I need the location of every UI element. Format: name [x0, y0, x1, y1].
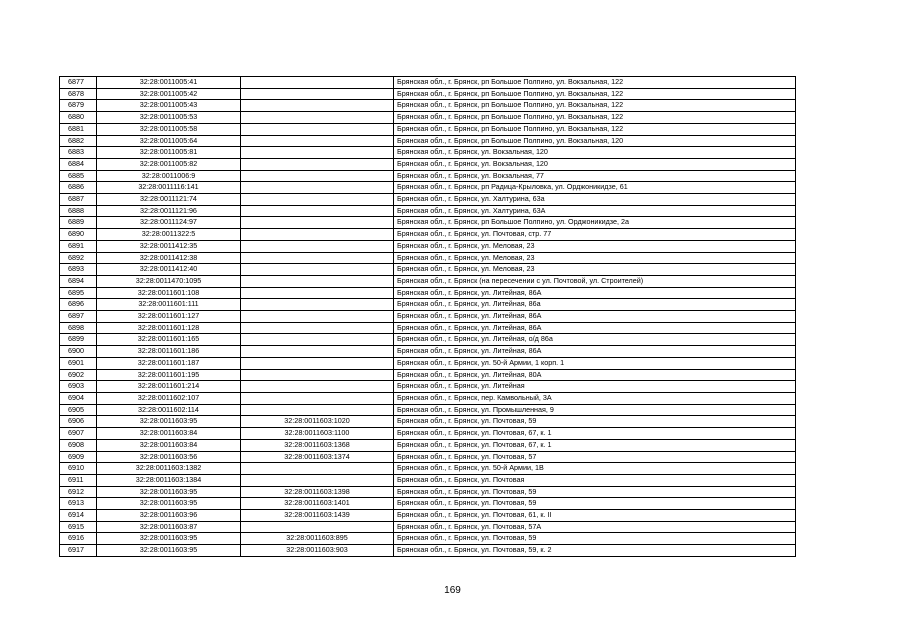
address-cell: Брянская обл., г. Брянск, рп Большое Полпино, ул. Вокзальная, 122 — [394, 77, 796, 89]
building-cadastral-number-cell — [241, 217, 394, 229]
address-cell: Брянская обл., г. Брянск, ул. Литейная, 86А — [394, 287, 796, 299]
cadastral-number-cell: 32:28:0011601:111 — [97, 299, 241, 311]
row-number-cell: 6878 — [60, 88, 97, 100]
building-cadastral-number-cell — [241, 275, 394, 287]
cadastral-number-cell: 32:28:0011322:5 — [97, 229, 241, 241]
table-row — [60, 404, 796, 416]
building-cadastral-number-cell — [241, 287, 394, 299]
building-cadastral-number-cell — [241, 334, 394, 346]
row-number-cell: 6908 — [60, 439, 97, 451]
table-row — [60, 217, 796, 229]
building-cadastral-number-cell — [241, 194, 394, 206]
table-row — [60, 194, 796, 206]
row-number-cell: 6893 — [60, 264, 97, 276]
row-number-cell: 6881 — [60, 123, 97, 135]
row-number-cell: 6899 — [60, 334, 97, 346]
building-cadastral-number-cell — [241, 229, 394, 241]
table-row — [60, 311, 796, 323]
address-cell: Брянская обл., г. Брянск, ул. Почтовая, 59 — [394, 486, 796, 498]
cadastral-number-cell: 32:28:0011601:108 — [97, 287, 241, 299]
cadastral-number-cell: 32:28:0011601:165 — [97, 334, 241, 346]
row-number-cell: 6901 — [60, 357, 97, 369]
address-cell: Брянская обл., г. Брянск, ул. Промышленная, 9 — [394, 404, 796, 416]
row-number-cell: 6914 — [60, 510, 97, 522]
cadastral-number-cell: 32:28:0011005:42 — [97, 88, 241, 100]
building-cadastral-number-cell — [241, 346, 394, 358]
building-cadastral-number-cell — [241, 299, 394, 311]
cadastral-number-cell: 32:28:0011602:107 — [97, 392, 241, 404]
row-number-cell: 6895 — [60, 287, 97, 299]
building-cadastral-number-cell: 32:28:0011603:1020 — [241, 416, 394, 428]
table-row — [60, 275, 796, 287]
row-number-cell: 6880 — [60, 112, 97, 124]
cadastral-number-cell: 32:28:0011603:56 — [97, 451, 241, 463]
building-cadastral-number-cell — [241, 77, 394, 89]
address-cell: Брянская обл., г. Брянск, ул. Литейная, 86А — [394, 311, 796, 323]
address-cell: Брянская обл., г. Брянск, ул. Вокзальная, 120 — [394, 158, 796, 170]
address-cell: Брянская обл., г. Брянск, ул. Литейная, 86А — [394, 322, 796, 334]
row-number-cell: 6892 — [60, 252, 97, 264]
row-number-cell: 6882 — [60, 135, 97, 147]
table-row — [60, 439, 796, 451]
cadastral-number-cell: 32:28:0011124:97 — [97, 217, 241, 229]
address-cell: Брянская обл., г. Брянск, ул. Литейная, 86а — [394, 299, 796, 311]
building-cadastral-number-cell — [241, 357, 394, 369]
table-row — [60, 182, 796, 194]
table-row — [60, 123, 796, 135]
table-row — [60, 135, 796, 147]
address-cell: Брянская обл., г. Брянск, ул. Почтовая, стр. 77 — [394, 229, 796, 241]
table-row — [60, 463, 796, 475]
building-cadastral-number-cell: 32:28:0011603:1401 — [241, 498, 394, 510]
table-row — [60, 369, 796, 381]
address-cell: Брянская обл., г. Брянск, ул. 50-й Армии, 1В — [394, 463, 796, 475]
cadastral-number-cell: 32:28:0011005:58 — [97, 123, 241, 135]
table-row — [60, 205, 796, 217]
row-number-cell: 6896 — [60, 299, 97, 311]
row-number-cell: 6909 — [60, 451, 97, 463]
row-number-cell: 6902 — [60, 369, 97, 381]
row-number-cell: 6911 — [60, 474, 97, 486]
address-cell: Брянская обл., г. Брянск, ул. Почтовая, 59, к. 2 — [394, 545, 796, 557]
table-row — [60, 88, 796, 100]
building-cadastral-number-cell — [241, 170, 394, 182]
table-row — [60, 486, 796, 498]
table-row — [60, 416, 796, 428]
row-number-cell: 6915 — [60, 521, 97, 533]
building-cadastral-number-cell — [241, 240, 394, 252]
address-cell: Брянская обл., г. Брянск, ул. Почтовая, 57 — [394, 451, 796, 463]
building-cadastral-number-cell — [241, 182, 394, 194]
row-number-cell: 6877 — [60, 77, 97, 89]
table-row — [60, 147, 796, 159]
cadastral-number-cell: 32:28:0011603:96 — [97, 510, 241, 522]
building-cadastral-number-cell — [241, 264, 394, 276]
table-row — [60, 533, 796, 545]
address-cell: Брянская обл., г. Брянск, ул. Вокзальная, 120 — [394, 147, 796, 159]
building-cadastral-number-cell — [241, 205, 394, 217]
row-number-cell: 6910 — [60, 463, 97, 475]
row-number-cell: 6883 — [60, 147, 97, 159]
cadastral-number-cell: 32:28:0011603:95 — [97, 416, 241, 428]
row-number-cell: 6894 — [60, 275, 97, 287]
address-cell: Брянская обл., г. Брянск, ул. Меловая, 23 — [394, 252, 796, 264]
cadastral-number-cell: 32:28:0011601:127 — [97, 311, 241, 323]
address-cell: Брянская обл., г. Брянск, ул. Почтовая, 59 — [394, 533, 796, 545]
address-cell: Брянская обл., г. Брянск, ул. 50-й Армии, 1 корп. 1 — [394, 357, 796, 369]
building-cadastral-number-cell — [241, 112, 394, 124]
address-cell: Брянская обл., г. Брянск, ул. Почтовая, 59 — [394, 416, 796, 428]
building-cadastral-number-cell: 32:28:0011603:1374 — [241, 451, 394, 463]
table-row — [60, 545, 796, 557]
row-number-cell: 6904 — [60, 392, 97, 404]
cadastral-number-cell: 32:28:0011603:87 — [97, 521, 241, 533]
address-cell: Брянская обл., г. Брянск, ул. Вокзальная, 77 — [394, 170, 796, 182]
row-number-cell: 6906 — [60, 416, 97, 428]
cadastral-number-cell: 32:28:0011601:186 — [97, 346, 241, 358]
table-row — [60, 252, 796, 264]
row-number-cell: 6898 — [60, 322, 97, 334]
row-number-cell: 6887 — [60, 194, 97, 206]
row-number-cell: 6917 — [60, 545, 97, 557]
building-cadastral-number-cell — [241, 369, 394, 381]
row-number-cell: 6891 — [60, 240, 97, 252]
address-cell: Брянская обл., г. Брянск, рп Большое Полпино, ул. Вокзальная, 122 — [394, 112, 796, 124]
table-row — [60, 474, 796, 486]
building-cadastral-number-cell — [241, 158, 394, 170]
row-number-cell: 6913 — [60, 498, 97, 510]
cadastral-number-cell: 32:28:0011005:82 — [97, 158, 241, 170]
cadastral-number-cell: 32:28:0011005:81 — [97, 147, 241, 159]
row-number-cell: 6884 — [60, 158, 97, 170]
row-number-cell: 6903 — [60, 381, 97, 393]
row-number-cell: 6900 — [60, 346, 97, 358]
cadastral-number-cell: 32:28:0011470:1095 — [97, 275, 241, 287]
row-number-cell: 6905 — [60, 404, 97, 416]
address-cell: Брянская обл., г. Брянск, ул. Халтурина, 63а — [394, 194, 796, 206]
cadastral-number-cell: 32:28:0011601:214 — [97, 381, 241, 393]
building-cadastral-number-cell: 32:28:0011603:1439 — [241, 510, 394, 522]
table-row — [60, 240, 796, 252]
row-number-cell: 6890 — [60, 229, 97, 241]
table-row — [60, 287, 796, 299]
table-row — [60, 392, 796, 404]
building-cadastral-number-cell — [241, 123, 394, 135]
table-row — [60, 77, 796, 89]
table-row — [60, 510, 796, 522]
row-number-cell: 6907 — [60, 428, 97, 440]
building-cadastral-number-cell — [241, 252, 394, 264]
row-number-cell: 6888 — [60, 205, 97, 217]
address-cell: Брянская обл., г. Брянск, рп Большое Полпино, ул. Вокзальная, 122 — [394, 123, 796, 135]
building-cadastral-number-cell: 32:28:0011603:1100 — [241, 428, 394, 440]
table-row — [60, 229, 796, 241]
building-cadastral-number-cell — [241, 100, 394, 112]
address-cell: Брянская обл., г. Брянск, ул. Литейная — [394, 381, 796, 393]
building-cadastral-number-cell: 32:28:0011603:1398 — [241, 486, 394, 498]
cadastral-number-cell: 32:28:0011603:84 — [97, 439, 241, 451]
address-cell: Брянская обл., г. Брянск, ул. Почтовая — [394, 474, 796, 486]
table-row — [60, 357, 796, 369]
address-cell: Брянская обл., г. Брянск, ул. Литейная, 80А — [394, 369, 796, 381]
cadastral-number-cell: 32:28:0011412:35 — [97, 240, 241, 252]
building-cadastral-number-cell — [241, 311, 394, 323]
cadastral-number-cell: 32:28:0011005:64 — [97, 135, 241, 147]
address-cell: Брянская обл., г. Брянск, ул. Почтовая, 57А — [394, 521, 796, 533]
cadastral-table — [59, 76, 796, 557]
page-number: 169 — [444, 585, 461, 596]
cadastral-number-cell: 32:28:0011601:195 — [97, 369, 241, 381]
building-cadastral-number-cell — [241, 463, 394, 475]
cadastral-number-cell: 32:28:0011412:40 — [97, 264, 241, 276]
table-row — [60, 521, 796, 533]
table-row — [60, 170, 796, 182]
address-cell: Брянская обл., г. Брянск, ул. Халтурина, 63А — [394, 205, 796, 217]
table-body — [60, 77, 796, 557]
address-cell: Брянская обл., г. Брянск, пер. Камвольный, 3А — [394, 392, 796, 404]
table-row — [60, 112, 796, 124]
address-cell: Брянская обл., г. Брянск, ул. Почтовая, 59 — [394, 498, 796, 510]
address-cell: Брянская обл., г. Брянск, ул. Почтовая, 61, к. II — [394, 510, 796, 522]
address-cell: Брянская обл., г. Брянск, рп Большое Полпино, ул. Вокзальная, 122 — [394, 100, 796, 112]
address-cell: Брянская обл., г. Брянск, ул. Почтовая, 67, к. 1 — [394, 439, 796, 451]
cadastral-number-cell: 32:28:0011412:38 — [97, 252, 241, 264]
table-row — [60, 498, 796, 510]
cadastral-number-cell: 32:28:0011006:9 — [97, 170, 241, 182]
address-cell: Брянская обл., г. Брянск (на пересечении с ул. Почтовой, ул. Строителей) — [394, 275, 796, 287]
address-cell: Брянская обл., г. Брянск, ул. Литейная, 86А — [394, 346, 796, 358]
address-cell: Брянская обл., г. Брянск, ул. Меловая, 23 — [394, 264, 796, 276]
building-cadastral-number-cell — [241, 88, 394, 100]
address-cell: Брянская обл., г. Брянск, рп Большое Полпино, ул. Вокзальная, 120 — [394, 135, 796, 147]
address-cell: Брянская обл., г. Брянск, ул. Почтовая, 67, к. 1 — [394, 428, 796, 440]
row-number-cell: 6889 — [60, 217, 97, 229]
building-cadastral-number-cell — [241, 147, 394, 159]
table-row — [60, 334, 796, 346]
cadastral-number-cell: 32:28:0011601:187 — [97, 357, 241, 369]
table-row — [60, 158, 796, 170]
cadastral-number-cell: 32:28:0011602:114 — [97, 404, 241, 416]
table-row — [60, 381, 796, 393]
cadastral-number-cell: 32:28:0011121:74 — [97, 194, 241, 206]
cadastral-number-cell: 32:28:0011603:95 — [97, 486, 241, 498]
table-row — [60, 264, 796, 276]
cadastral-number-cell: 32:28:0011603:1382 — [97, 463, 241, 475]
building-cadastral-number-cell — [241, 521, 394, 533]
cadastral-number-cell: 32:28:0011121:96 — [97, 205, 241, 217]
table-row — [60, 322, 796, 334]
row-number-cell: 6897 — [60, 311, 97, 323]
address-cell: Брянская обл., г. Брянск, ул. Литейная, о/д 86а — [394, 334, 796, 346]
building-cadastral-number-cell: 32:28:0011603:903 — [241, 545, 394, 557]
building-cadastral-number-cell — [241, 322, 394, 334]
cadastral-number-cell: 32:28:0011603:95 — [97, 533, 241, 545]
row-number-cell: 6912 — [60, 486, 97, 498]
cadastral-number-cell: 32:28:0011005:41 — [97, 77, 241, 89]
building-cadastral-number-cell — [241, 404, 394, 416]
table-row — [60, 451, 796, 463]
cadastral-number-cell: 32:28:0011005:53 — [97, 112, 241, 124]
address-cell: Брянская обл., г. Брянск, рп Большое Полпино, ул. Вокзальная, 122 — [394, 88, 796, 100]
building-cadastral-number-cell: 32:28:0011603:895 — [241, 533, 394, 545]
address-cell: Брянская обл., г. Брянск, рп Большое Полпино, ул. Орджоникидзе, 2а — [394, 217, 796, 229]
table-row — [60, 299, 796, 311]
cadastral-number-cell: 32:28:0011603:84 — [97, 428, 241, 440]
row-number-cell: 6885 — [60, 170, 97, 182]
cadastral-number-cell: 32:28:0011603:95 — [97, 545, 241, 557]
address-cell: Брянская обл., г. Брянск, рп Радица-Крыловка, ул. Орджоникидзе, 61 — [394, 182, 796, 194]
cadastral-number-cell: 32:28:0011603:95 — [97, 498, 241, 510]
row-number-cell: 6916 — [60, 533, 97, 545]
cadastral-number-cell: 32:28:0011601:128 — [97, 322, 241, 334]
building-cadastral-number-cell: 32:28:0011603:1368 — [241, 439, 394, 451]
building-cadastral-number-cell — [241, 474, 394, 486]
building-cadastral-number-cell — [241, 135, 394, 147]
table-row — [60, 346, 796, 358]
cadastral-number-cell: 32:28:0011005:43 — [97, 100, 241, 112]
address-cell: Брянская обл., г. Брянск, ул. Меловая, 23 — [394, 240, 796, 252]
building-cadastral-number-cell — [241, 392, 394, 404]
row-number-cell: 6886 — [60, 182, 97, 194]
cadastral-number-cell: 32:28:0011603:1384 — [97, 474, 241, 486]
table-row — [60, 100, 796, 112]
table-row — [60, 428, 796, 440]
building-cadastral-number-cell — [241, 381, 394, 393]
cadastral-number-cell: 32:28:0011116:141 — [97, 182, 241, 194]
row-number-cell: 6879 — [60, 100, 97, 112]
